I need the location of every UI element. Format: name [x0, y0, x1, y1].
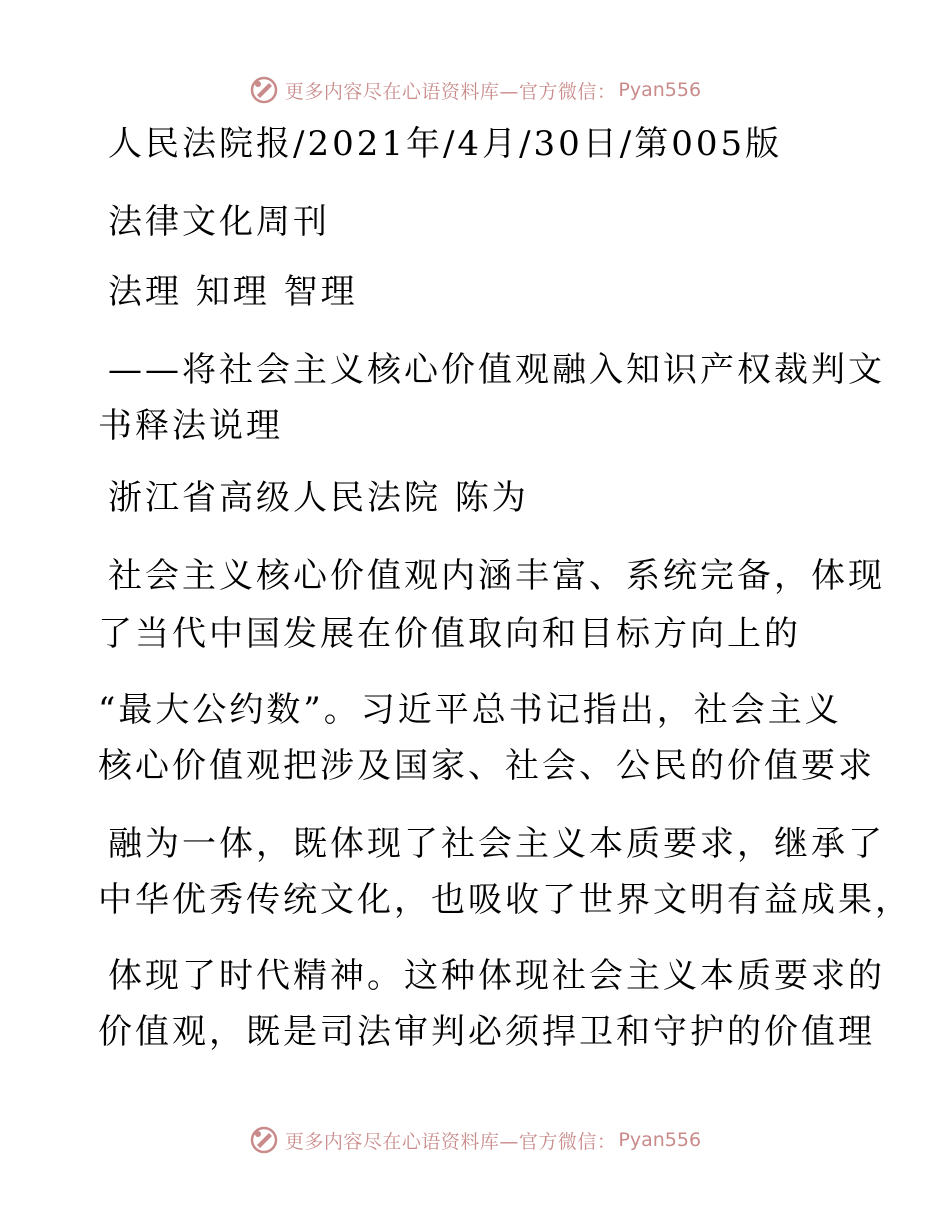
watermark-id: Pyan556: [618, 1129, 702, 1151]
publication-info: 人民法院报/2021年/4月/30日/第005版: [108, 124, 783, 164]
paragraph-line: 了当代中国发展在价值取向和目标方向上的: [98, 614, 801, 654]
seal-logo-icon: [249, 1125, 279, 1155]
watermark-top: [0, 70, 950, 110]
watermark-text: 更多内容尽在心语资料库—官方微信：: [284, 80, 617, 103]
author-line: 浙江省高级人民法院 陈为: [108, 478, 529, 518]
section-name: 法律文化周刊: [108, 202, 330, 242]
paragraph-line: 核心价值观把涉及国家、社会、公民的价值要求: [98, 746, 875, 786]
article-subtitle: ——将社会主义核心价值观融入知识产权裁判文: [108, 350, 885, 390]
paragraph-line: 中华优秀传统文化，也吸收了世界文明有益成果，: [98, 880, 912, 920]
article-subtitle-cont: 书释法说理: [98, 406, 283, 446]
paragraph-line: 社会主义核心价值观内涵丰富、系统完备，体现: [108, 556, 885, 596]
paragraph-line: 体现了时代精神。这种体现社会主义本质要求的: [108, 956, 885, 996]
paragraph-line: 价值观，既是司法审判必须捍卫和守护的价值理: [98, 1012, 875, 1052]
article-title: 法理 知理 智理: [108, 272, 358, 312]
watermark-id: Pyan556: [618, 79, 702, 101]
seal-logo-icon: [249, 75, 279, 105]
paragraph-line: “最大公约数”。习近平总书记指出，社会主义: [98, 690, 842, 730]
watermark-bottom: [0, 1120, 950, 1160]
watermark-text: 更多内容尽在心语资料库—官方微信：: [284, 1130, 617, 1153]
paragraph-line: 融为一体，既体现了社会主义本质要求，继承了: [108, 824, 885, 864]
